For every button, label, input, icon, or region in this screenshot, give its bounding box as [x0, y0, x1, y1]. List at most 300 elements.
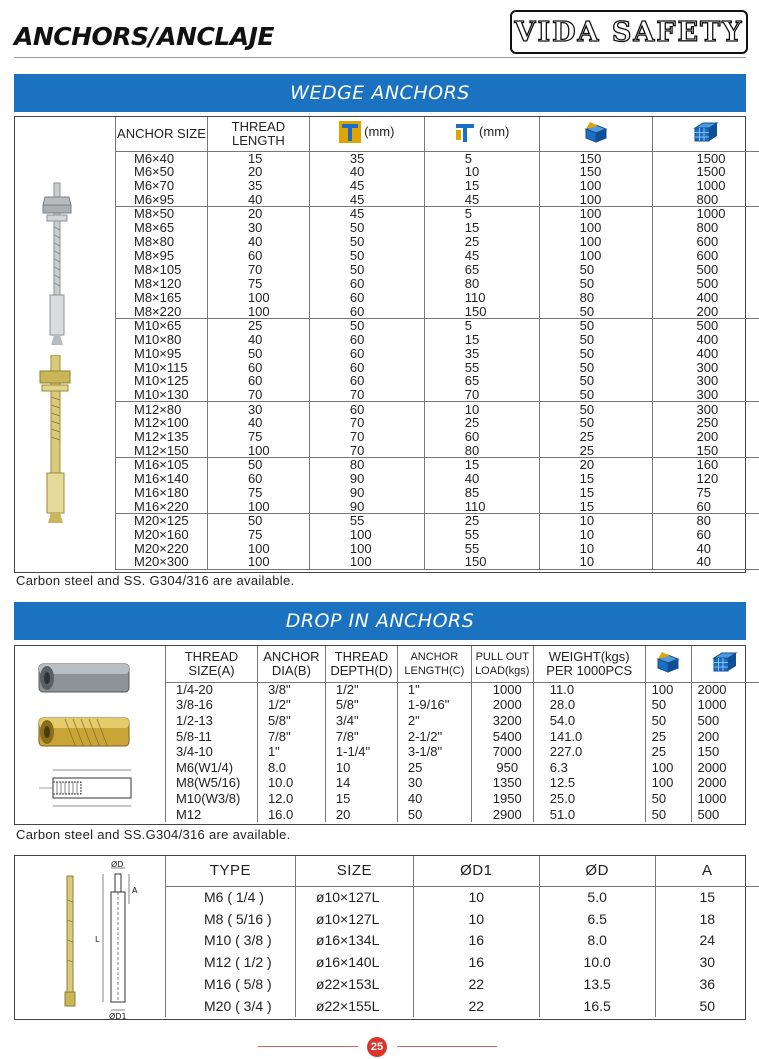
table-cell: M8(W5/16): [166, 776, 258, 792]
drop-in-anchor-brass-image: [35, 714, 135, 750]
carton-icon: [693, 121, 719, 143]
table-cell: 12.0: [257, 791, 325, 807]
table-cell: 50: [207, 458, 309, 472]
table-cell: 3/8": [257, 682, 325, 698]
table-cell: 50: [539, 360, 652, 374]
table-cell: 85: [424, 486, 539, 500]
table-cell: 36: [655, 973, 759, 995]
table-cell: M8×80: [116, 235, 208, 249]
table-cell: 10: [424, 165, 539, 179]
table-cell: 300: [652, 360, 759, 374]
table-cell: 65: [424, 263, 539, 277]
hammer-drive-anchors-panel: [14, 855, 746, 1020]
table-cell: 1": [397, 682, 471, 698]
table-row: [116, 318, 759, 332]
table-cell: M10 ( 3/8 ): [166, 930, 296, 952]
table-cell: 60: [309, 360, 424, 374]
table-cell: 12.5: [533, 776, 645, 792]
table-cell: 10: [413, 908, 539, 930]
table-row: [116, 304, 759, 318]
col-size: SIZE: [295, 856, 413, 886]
table-cell: 150: [539, 151, 652, 165]
table-row: [116, 444, 759, 458]
table-cell: 5/8": [257, 713, 325, 729]
col-thread-length: THREAD LENGTH: [207, 117, 309, 151]
table-cell: 20: [539, 458, 652, 472]
table-cell: 10: [539, 527, 652, 541]
table-row: [116, 430, 759, 444]
pin-header-row: [166, 856, 759, 886]
table-row: [116, 374, 759, 388]
table-row: [116, 179, 759, 193]
table-cell: 60: [424, 430, 539, 444]
col-box-qty: [645, 646, 691, 682]
table-cell: 45: [424, 193, 539, 207]
table-cell: 2000: [691, 682, 759, 698]
table-cell: 150: [652, 444, 759, 458]
col-a: A: [655, 856, 759, 886]
table-cell: 25: [539, 430, 652, 444]
table-cell: 15: [424, 332, 539, 346]
table-row: [166, 760, 759, 776]
table-cell: 50: [397, 807, 471, 823]
table-cell: 250: [652, 416, 759, 430]
table-cell: 50: [539, 346, 652, 360]
table-cell: 2900: [471, 807, 533, 823]
table-cell: 50: [539, 332, 652, 346]
table-cell: 11.0: [533, 682, 645, 698]
table-cell: 60: [309, 374, 424, 388]
table-cell: 150: [424, 304, 539, 318]
table-cell: 1/2": [325, 682, 397, 698]
diagram-label-top: ØD: [111, 860, 124, 869]
table-cell: 70: [309, 388, 424, 402]
diagram-label-l: L: [95, 935, 100, 944]
table-cell: 1000: [471, 682, 533, 698]
table-cell: 500: [691, 807, 759, 823]
table-cell: 1-9/16": [397, 698, 471, 714]
table-cell: 50: [309, 249, 424, 263]
table-cell: 25: [424, 416, 539, 430]
col-anchor-length: ANCHOR LENGTH(C): [397, 646, 471, 682]
table-cell: 600: [652, 249, 759, 263]
table-cell: 70: [309, 444, 424, 458]
table-cell: 10: [539, 541, 652, 555]
table-cell: 8.0: [257, 760, 325, 776]
table-cell: 75: [207, 527, 309, 541]
table-cell: M10(W3/8): [166, 791, 258, 807]
table-cell: 100: [309, 555, 424, 569]
table-row: [116, 486, 759, 500]
table-cell: 300: [652, 402, 759, 416]
table-cell: 100: [309, 541, 424, 555]
table-cell: 75: [207, 486, 309, 500]
table-cell: 7/8": [325, 729, 397, 745]
table-cell: 16.5: [539, 995, 655, 1017]
footer-line-left: [258, 1046, 358, 1047]
table-cell: 100: [539, 235, 652, 249]
table-cell: M20×160: [116, 527, 208, 541]
table-cell: 10: [539, 513, 652, 527]
table-row: [166, 995, 759, 1017]
table-row: [166, 930, 759, 952]
table-row: [166, 973, 759, 995]
table-cell: 50: [309, 235, 424, 249]
table-cell: 55: [424, 527, 539, 541]
table-cell: 10: [539, 555, 652, 569]
table-cell: M6×95: [116, 193, 208, 207]
table-cell: 60: [207, 472, 309, 486]
table-cell: M6×70: [116, 179, 208, 193]
drop-material-note: Carbon steel and SS.G304/316 are available.: [16, 827, 291, 842]
table-cell: 150: [424, 555, 539, 569]
drop-header-row: [166, 646, 759, 682]
table-cell: 1-1/4": [325, 744, 397, 760]
diagram-label-a: A: [132, 886, 138, 895]
table-cell: 5: [424, 207, 539, 221]
table-cell: ø10×127L: [295, 908, 413, 930]
table-cell: 45: [424, 249, 539, 263]
table-cell: M12 ( 1/2 ): [166, 951, 296, 973]
table-cell: M10×125: [116, 374, 208, 388]
wedge-anchors-table: [115, 117, 759, 570]
col-d: ØD: [539, 856, 655, 886]
table-cell: 10: [413, 886, 539, 908]
brand-logo: VIDA SAFETY: [510, 10, 748, 54]
table-row: [116, 263, 759, 277]
table-cell: 50: [207, 346, 309, 360]
anchor-depth-icon: [454, 121, 476, 143]
table-cell: M12×80: [116, 402, 208, 416]
table-cell: 15: [655, 886, 759, 908]
table-cell: 35: [424, 346, 539, 360]
table-cell: 28.0: [533, 698, 645, 714]
table-row: [116, 527, 759, 541]
table-cell: 227.0: [533, 744, 645, 760]
mm-unit-label: (mm): [364, 124, 395, 140]
table-cell: 500: [652, 276, 759, 290]
anchor-installed-icon: [339, 121, 361, 143]
col-carton-qty: [652, 117, 759, 151]
table-cell: 50: [539, 276, 652, 290]
table-cell: 45: [309, 179, 424, 193]
table-cell: 7/8": [257, 729, 325, 745]
table-cell: 50: [539, 374, 652, 388]
table-cell: 15: [539, 499, 652, 513]
table-cell: 2": [397, 713, 471, 729]
table-cell: M20×125: [116, 513, 208, 527]
table-cell: M12×150: [116, 444, 208, 458]
table-row: [116, 221, 759, 235]
table-cell: 50: [539, 402, 652, 416]
table-cell: 200: [652, 304, 759, 318]
header-divider: [14, 57, 746, 58]
table-cell: 3/4-10: [166, 744, 258, 760]
table-cell: 70: [309, 430, 424, 444]
table-cell: M8×105: [116, 263, 208, 277]
table-cell: 20: [325, 807, 397, 823]
table-cell: 30: [207, 221, 309, 235]
table-cell: 50: [645, 698, 691, 714]
wedge-anchor-yellow-image: [33, 355, 79, 530]
table-cell: 7000: [471, 744, 533, 760]
table-cell: M8 ( 5/16 ): [166, 908, 296, 930]
table-cell: 70: [207, 263, 309, 277]
table-row: [116, 276, 759, 290]
table-cell: ø16×134L: [295, 930, 413, 952]
table-cell: 25: [397, 760, 471, 776]
page-number-badge: 25: [367, 1037, 387, 1057]
table-row: [116, 388, 759, 402]
col-thread-size: THREAD SIZE(A): [166, 646, 258, 682]
col-anchor-size: ANCHOR SIZE: [116, 117, 208, 151]
table-cell: 75: [652, 486, 759, 500]
table-cell: 3200: [471, 713, 533, 729]
table-cell: 30: [207, 402, 309, 416]
table-row: [116, 458, 759, 472]
table-cell: 100: [207, 290, 309, 304]
table-cell: 100: [309, 527, 424, 541]
table-cell: M10×115: [116, 360, 208, 374]
table-cell: M16×180: [116, 486, 208, 500]
table-cell: 70: [309, 416, 424, 430]
table-cell: M6×40: [116, 151, 208, 165]
table-cell: 70: [424, 388, 539, 402]
table-row: [116, 416, 759, 430]
table-cell: 100: [539, 193, 652, 207]
table-cell: ø22×155L: [295, 995, 413, 1017]
drop-in-anchor-diagram: [33, 764, 143, 814]
table-cell: 60: [207, 360, 309, 374]
table-cell: M12×100: [116, 416, 208, 430]
table-cell: 1": [257, 744, 325, 760]
table-row: [116, 541, 759, 555]
table-cell: 13.5: [539, 973, 655, 995]
table-cell: 40: [424, 472, 539, 486]
table-cell: 80: [309, 458, 424, 472]
table-cell: 500: [652, 318, 759, 332]
table-cell: 40: [207, 235, 309, 249]
table-row: [166, 729, 759, 745]
table-row: [116, 165, 759, 179]
table-cell: 25: [645, 744, 691, 760]
table-cell: 10.0: [257, 776, 325, 792]
table-cell: 30: [397, 776, 471, 792]
table-cell: 40: [309, 165, 424, 179]
table-cell: 100: [207, 304, 309, 318]
table-cell: 5: [424, 151, 539, 165]
table-cell: 100: [645, 760, 691, 776]
table-cell: 5/8": [325, 698, 397, 714]
table-cell: M8×95: [116, 249, 208, 263]
table-cell: 25: [539, 444, 652, 458]
table-cell: 24: [655, 930, 759, 952]
table-cell: 50: [539, 263, 652, 277]
table-cell: 100: [539, 207, 652, 221]
table-cell: 80: [424, 276, 539, 290]
table-cell: 75: [207, 276, 309, 290]
table-cell: 15: [325, 791, 397, 807]
table-cell: 40: [207, 193, 309, 207]
table-cell: 25.0: [533, 791, 645, 807]
table-cell: M20 ( 3/4 ): [166, 995, 296, 1017]
table-cell: 60: [652, 499, 759, 513]
table-cell: 35: [207, 179, 309, 193]
table-cell: 16: [413, 930, 539, 952]
table-cell: 5/8-11: [166, 729, 258, 745]
col-type: TYPE: [166, 856, 296, 886]
table-row: [116, 332, 759, 346]
table-cell: 50: [539, 304, 652, 318]
table-cell: 300: [652, 374, 759, 388]
table-cell: 22: [413, 973, 539, 995]
table-cell: 100: [207, 541, 309, 555]
table-cell: 1/4-20: [166, 682, 258, 698]
table-cell: ø16×140L: [295, 951, 413, 973]
table-cell: M16×220: [116, 499, 208, 513]
col-anchor-dia: ANCHOR DIA(B): [257, 646, 325, 682]
table-cell: M6 ( 1/4 ): [166, 886, 296, 908]
table-cell: 40: [207, 332, 309, 346]
table-cell: 90: [309, 472, 424, 486]
table-cell: 100: [207, 444, 309, 458]
wedge-header-row: [116, 117, 759, 151]
table-cell: 1350: [471, 776, 533, 792]
wedge-anchors-panel: [14, 116, 746, 573]
col-d1: ØD1: [413, 856, 539, 886]
box-icon: [656, 651, 680, 673]
table-cell: 1500: [652, 165, 759, 179]
table-cell: M6×50: [116, 165, 208, 179]
table-cell: 1500: [652, 151, 759, 165]
table-cell: 55: [424, 360, 539, 374]
table-cell: 8.0: [539, 930, 655, 952]
table-cell: M20×300: [116, 555, 208, 569]
table-row: [116, 249, 759, 263]
table-cell: 25: [645, 729, 691, 745]
table-cell: 950: [471, 760, 533, 776]
table-row: [166, 776, 759, 792]
table-cell: 18: [655, 908, 759, 930]
box-icon: [584, 121, 608, 143]
wedge-material-note: Carbon steel and SS. G304/316 are available.: [16, 573, 295, 588]
table-cell: 500: [652, 263, 759, 277]
table-cell: 80: [539, 290, 652, 304]
table-cell: 55: [309, 513, 424, 527]
table-cell: 60: [652, 527, 759, 541]
table-cell: 20: [207, 165, 309, 179]
table-cell: 600: [652, 235, 759, 249]
table-cell: 50: [539, 318, 652, 332]
table-cell: 800: [652, 221, 759, 235]
table-cell: 200: [691, 729, 759, 745]
col-box-qty: [539, 117, 652, 151]
table-cell: 150: [691, 744, 759, 760]
table-cell: 50: [539, 388, 652, 402]
table-row: [166, 886, 759, 908]
table-cell: M8×165: [116, 290, 208, 304]
table-cell: 400: [652, 346, 759, 360]
table-cell: 70: [207, 388, 309, 402]
col-thread-depth: THREAD DEPTH(D): [325, 646, 397, 682]
table-cell: 1/2": [257, 698, 325, 714]
table-row: [166, 713, 759, 729]
table-cell: 15: [424, 458, 539, 472]
table-cell: M10×130: [116, 388, 208, 402]
table-cell: M16 ( 5/8 ): [166, 973, 296, 995]
col-fixture-thickness: [424, 117, 539, 151]
table-cell: 1950: [471, 791, 533, 807]
table-cell: 25: [207, 318, 309, 332]
table-cell: 3-1/8": [397, 744, 471, 760]
table-cell: M12: [166, 807, 258, 823]
table-cell: 45: [309, 193, 424, 207]
col-weight: WEIGHT(kgs) PER 1000PCS: [533, 646, 645, 682]
table-cell: 90: [309, 486, 424, 500]
table-row: [116, 151, 759, 165]
drop-in-anchors-panel: [14, 645, 746, 825]
table-row: [166, 908, 759, 930]
table-cell: ø10×127L: [295, 886, 413, 908]
table-cell: 60: [309, 402, 424, 416]
table-row: [116, 555, 759, 569]
table-cell: 60: [309, 332, 424, 346]
table-row: [166, 682, 759, 698]
table-cell: M8×50: [116, 207, 208, 221]
table-cell: 100: [207, 499, 309, 513]
table-cell: 50: [539, 416, 652, 430]
table-row: [116, 499, 759, 513]
table-cell: 6.5: [539, 908, 655, 930]
table-cell: 100: [645, 682, 691, 698]
table-cell: 400: [652, 332, 759, 346]
table-row: [166, 791, 759, 807]
drop-in-anchor-steel-image: [35, 660, 135, 696]
table-cell: 2000: [471, 698, 533, 714]
table-cell: 50: [655, 995, 759, 1017]
table-cell: 50: [645, 807, 691, 823]
table-cell: 60: [309, 290, 424, 304]
table-cell: 5.0: [539, 886, 655, 908]
table-cell: 15: [424, 221, 539, 235]
hammer-drive-anchor-diagram: [53, 860, 153, 1020]
table-cell: 50: [645, 791, 691, 807]
table-cell: M10×95: [116, 346, 208, 360]
table-cell: 110: [424, 499, 539, 513]
table-cell: M16×140: [116, 472, 208, 486]
table-cell: 100: [539, 221, 652, 235]
page-title: ANCHORS/ANCLAJE: [14, 22, 274, 51]
table-cell: 40: [652, 555, 759, 569]
table-cell: 50: [309, 318, 424, 332]
table-cell: 1000: [691, 791, 759, 807]
table-cell: 10: [424, 402, 539, 416]
table-cell: 300: [652, 388, 759, 402]
table-cell: M10×80: [116, 332, 208, 346]
table-cell: 50: [645, 713, 691, 729]
diagram-label-bottom: ØD1: [109, 1012, 127, 1020]
table-cell: 150: [539, 165, 652, 179]
table-cell: 6.3: [533, 760, 645, 776]
table-cell: 60: [207, 374, 309, 388]
mm-unit-label: (mm): [479, 124, 510, 140]
col-carton-qty: [691, 646, 759, 682]
table-cell: 1/2-13: [166, 713, 258, 729]
table-cell: 40: [397, 791, 471, 807]
table-cell: 54.0: [533, 713, 645, 729]
table-cell: 15: [424, 179, 539, 193]
table-row: [116, 472, 759, 486]
